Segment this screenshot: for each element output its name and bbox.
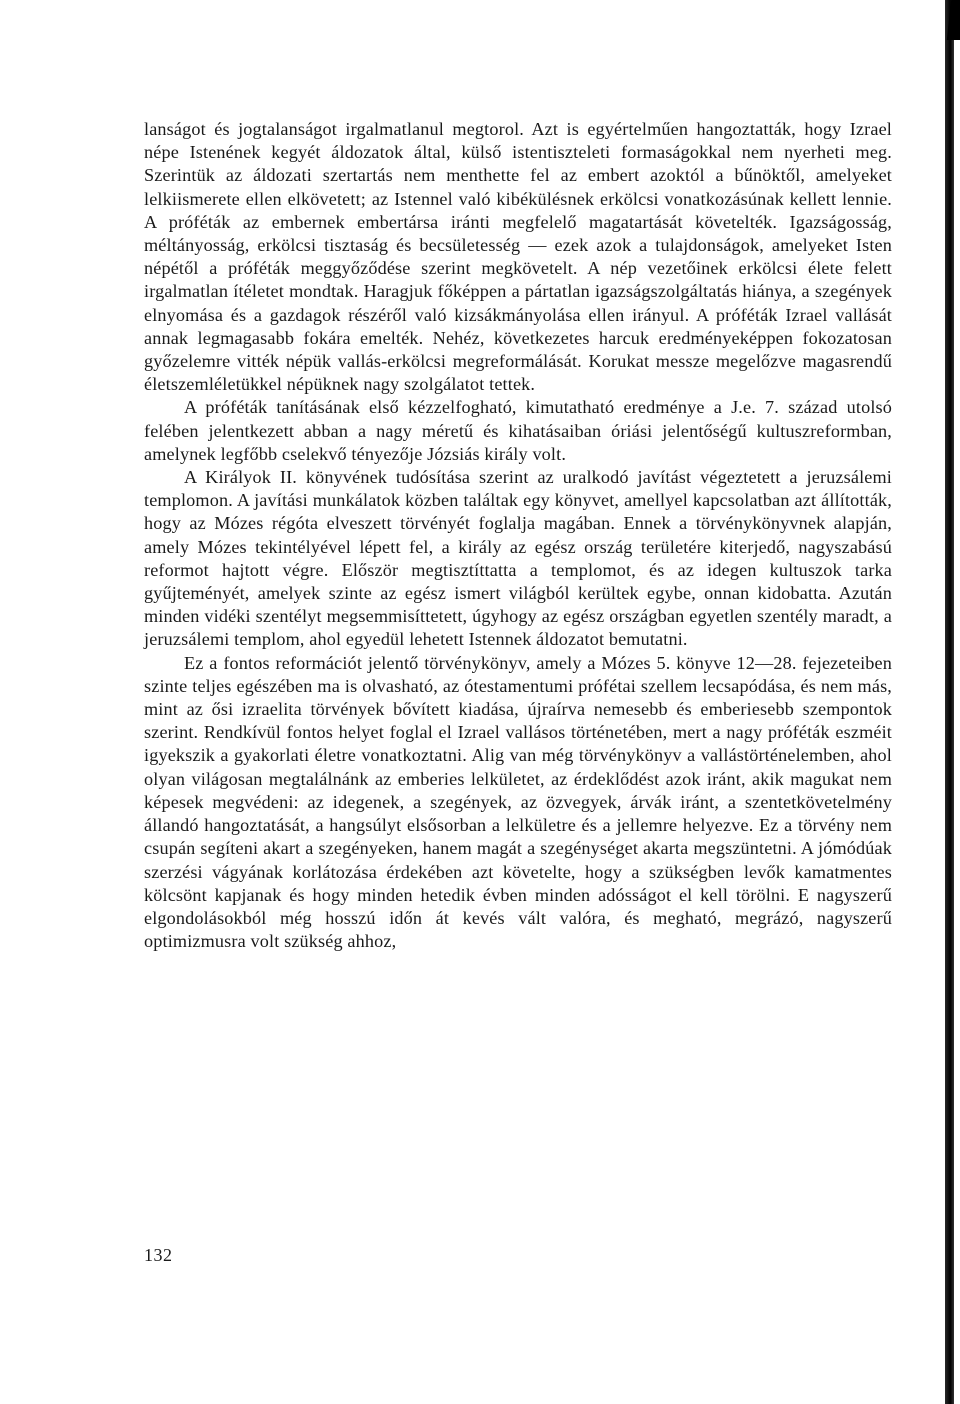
paragraph-1: lanságot és jogtalanságot irgalmatlanul megtorol. Azt is egyértelműen hangoztatták, hogy Izrael népe Istenének kegyét áldozatok által, külső istentiszteleti formaságokkal nem nyerheti meg. Szerintük az áldozati szertartás nem menthette fel az embert azoktól a bűnöktől, amelyeket lelkiismerete ellen elkövetett; az Istennel való kibékülésnek erkölcsi vonatkozásúnak kellett lennie. A próféták az embernek embertársa iránti megfelelő magatartását követelték. Igazságosság, méltányosság, erkölcsi tisztaság és becsületesség — ezek azok a tulajdonságok, amelyeket Isten népétől a próféták meggyőződése szerint megkövetelt. A nép vezetőinek erkölcsi élete felett irgalmatlan ítéletet mondtak. Haragjuk főképpen a pártatlan igazságszolgáltatás hiánya, a szegények elnyomása és a gazdagok részéről való kizsákmányolása ellen irányul. A próféták Izrael vallását annak legmagasabb fokára emelték. Nehéz, következetes harcuk eredményeképpen fokozatosan győzelemre vitték népük vallás-erkölcsi megreformálását. Korukat messze megelőzve magasrendű életszemléletükkel népüknek nagy szolgálatot tettek.: [144, 119, 892, 395]
page-number: 132: [144, 1245, 173, 1265]
paragraph-3: A Királyok II. könyvének tudósítása szerint az uralkodó javítást végeztetett a jeruzsálemi templomon. A javítási munkálatok közben találtak egy könyvet, amellyel kapcsolatban azt állították, hogy az Mózes régóta elveszett törvényét foglalja magában. Ennek a törvénykönyvnek alapján, amely Mózes tekintélyével lépett fel, a király az egész ország területére kiterjedő, nagyszabású reformot hajtott végre. Először megtisztíttatta a templomot, és az idegen kultuszok tarka gyűjteményét, amelyek szinte az egész ismert világból kerültek egybe, onnan kidobatta. Azután minden vidéki szentélyt megsemmisíttetett, úgyhogy az egész országban egyetlen szentély maradt, a jeruzsálemi templom, ahol egyedül lehetett Istennek áldozatot bemutatni.: [144, 467, 892, 650]
scan-border-edge: [945, 0, 954, 1404]
page-body-text: [144, 118, 892, 953]
paragraph-2: A próféták tanításának első kézzelfogható, kimutatható eredménye a J.e. 7. század utolsó felében jelentkezett abban a nagy méretű és kihatásaiban óriási jelentőségű kultuszreformban, amelynek legfőbb cselekvő tényezője Józsiás király volt.: [144, 397, 892, 464]
paragraph-4: Ez a fontos reformációt jelentő törvénykönyv, amely a Mózes 5. könyve 12—28. fejezeteiben szinte teljes egészében ma is olvasható, az ótestamentumi prófétai szellem lecsapódása, és nem más, mint az ősi izraelita törvények bővített kiadása, újraírva nemesebb és emberiesebb szempontok szerint. Rendkívül fontos helyet foglal el Izrael vallásos történetében, mert a nagy próféták eszméit igyekszik a gyakorlati életre vonatkoztatni. Alig van még törvénykönyv a vallástörténelemben, ahol olyan világosan megtalálnánk az emberies lelkületet, az érdeklődést azok iránt, akik magukat nem képesek megvédeni: az idegenek, a szegények, az özvegyek, árvák iránt, a szentetkövetelmény állandó hangoztatását, a hangsúlyt elsősorban a lelkületre és a jellemre helyezve. Ez a törvény nem csupán segíteni akart a szegényeken, hanem magát a szegénységet akarta megszüntetni. A jómódúak szerzési vágyának korlátozása érdekében azt követelte, hogy a szükségben levők kamatmentes kölcsönt kapjanak és hogy minden hetedik évben minden adósságot el kell törölni. E nagyszerű elgondolásokból még hosszú időn át kevés vált valóra, és megható, megrázó, nagyszerű optimizmusra volt szükség ahhoz,: [144, 652, 892, 952]
